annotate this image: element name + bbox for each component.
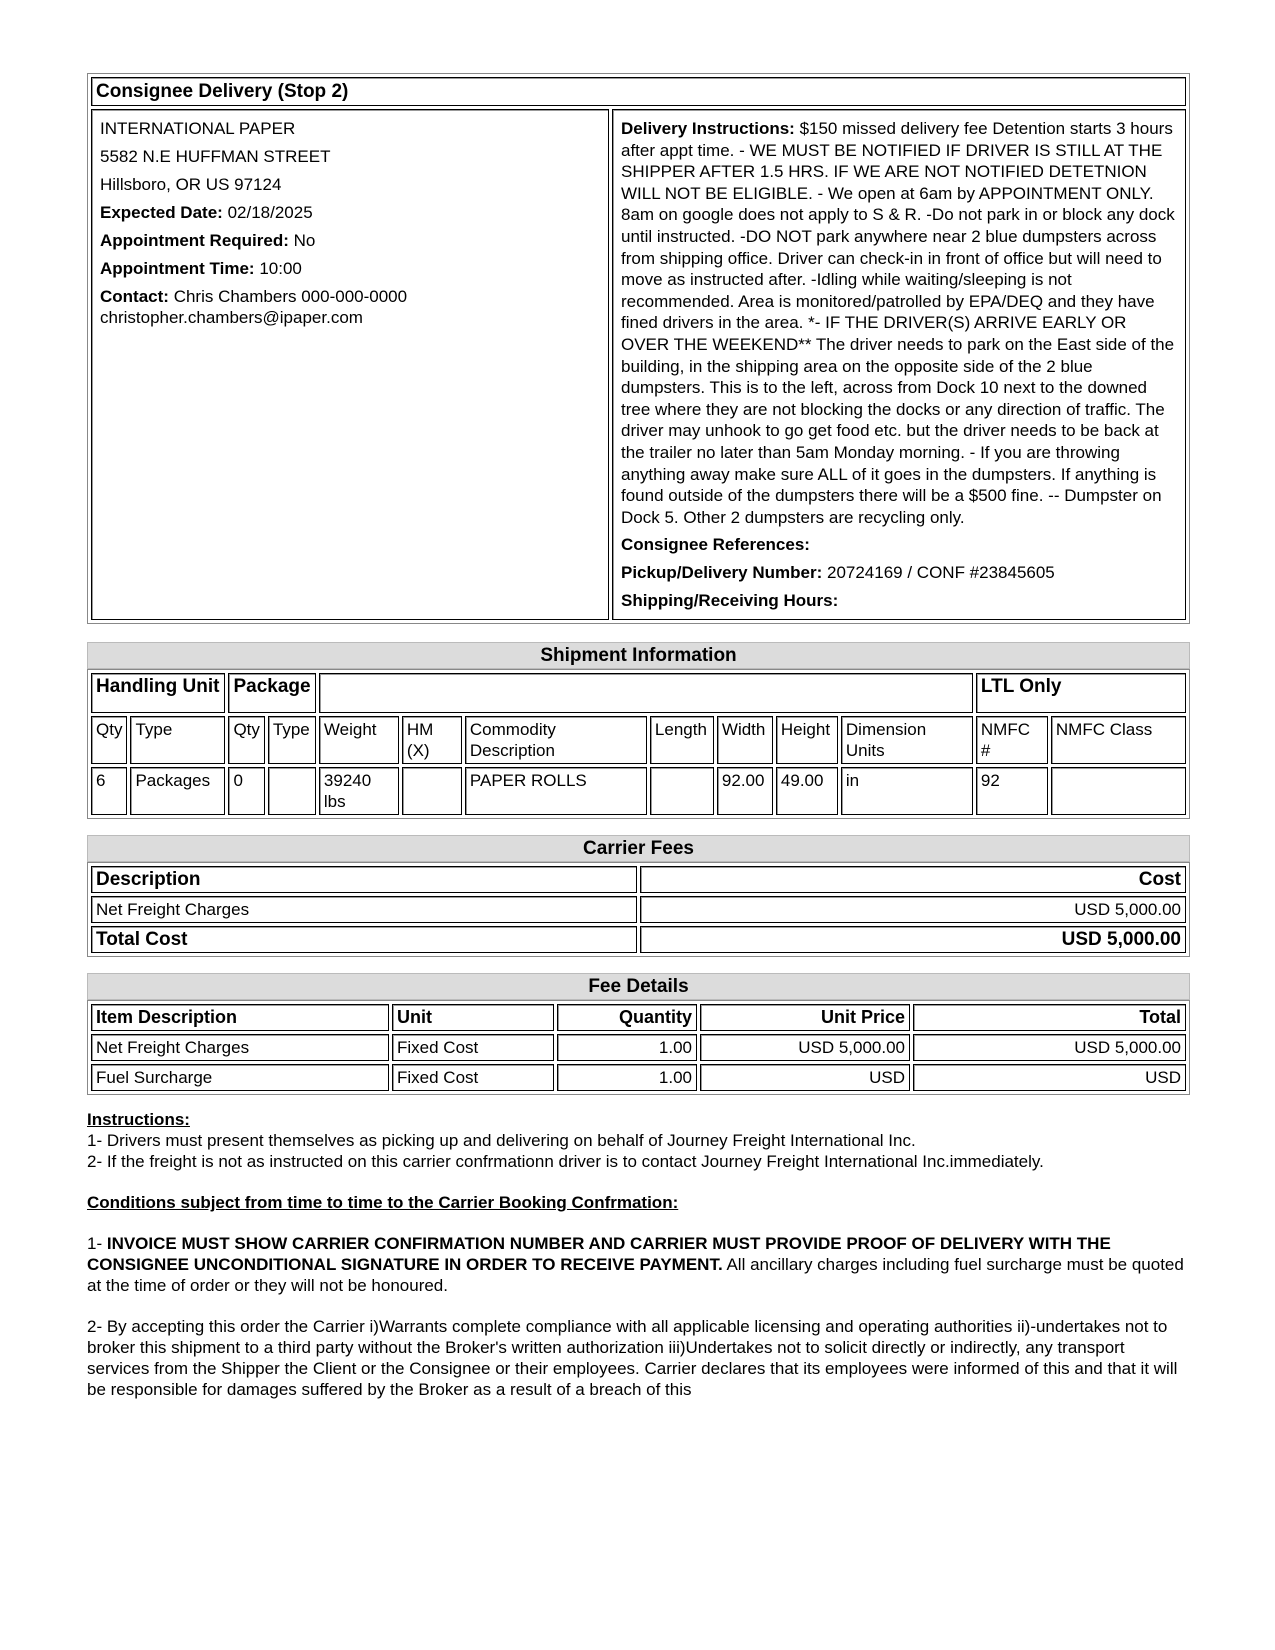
fee-details-table [87, 1000, 1190, 1095]
fee-details-header-row [91, 1004, 1186, 1031]
col-header: HM (X) [402, 716, 462, 764]
col-header: Type [130, 716, 225, 764]
col-header: Weight [319, 716, 399, 764]
condition-1-prefix: 1- [87, 1234, 107, 1254]
fd-total: USD [913, 1064, 1186, 1091]
ltl-only-header: LTL Only [976, 673, 1186, 713]
delivery-instructions [621, 118, 1177, 528]
fd-header-total: Total [913, 1004, 1186, 1031]
document [87, 73, 1190, 1400]
cell-weight: 39240 lbs [319, 767, 399, 815]
condition-2: 2- By accepting this order the Carrier i)Warrants complete compliance with all applicable licensing and operating authorities ii)-undertakes not to broker this shipment to a third party without the Broker's written authorization iii)Undertakes not to solicit directly or indirectly, any transport services from the Shipper the Client or the Consignee or their employees. Carrier declares that its employees were informed of this and that it will be responsible for damages suffered by the Broker as a result of a breach of this [87, 1317, 1178, 1400]
appt-time-line [100, 258, 600, 279]
shipment-table [87, 669, 1190, 819]
cell-hu-type: Packages [130, 767, 225, 815]
table-row [91, 1034, 1186, 1061]
consignee-references-label: Consignee References: [621, 535, 810, 555]
fd-unit: Fixed Cost [392, 1034, 554, 1061]
condition-1-rest: All ancillary charges including fuel surcharge must be quoted at the time of order or they will not be honoured. [87, 1255, 1184, 1296]
city-state-zip: Hillsboro, OR US 97124 [100, 175, 282, 194]
instruction-item: 1- Drivers must present themselves as picking up and delivering on behalf of Journey Freight International Inc. [87, 1131, 916, 1151]
col-header: NMFC # [976, 716, 1048, 764]
fee-line-label: Net Freight Charges [91, 896, 637, 923]
fd-item: Net Freight Charges [91, 1034, 389, 1061]
total-cost-value: USD 5,000.00 [640, 926, 1186, 953]
carrier-fees-title: Carrier Fees [87, 835, 1190, 862]
shipment-info-title: Shipment Information [87, 642, 1190, 669]
company-name: INTERNATIONAL PAPER [100, 119, 296, 138]
shipment-row [91, 767, 1186, 815]
blank-header [319, 673, 973, 713]
fee-line-row [91, 896, 1186, 923]
contact-name: Chris Chambers 000-000-0000 [173, 287, 408, 306]
fd-unit-price: USD [700, 1064, 910, 1091]
fee-details-title: Fee Details [87, 973, 1190, 1000]
fd-header-unit: Unit [392, 1004, 554, 1031]
cell-dim-units: in [841, 767, 973, 815]
pickup-number-value: 20724169 / CONF #23845605 [826, 563, 1055, 583]
cell-hm [402, 767, 462, 815]
notes-section [87, 1109, 1190, 1400]
shipment-column-headers [91, 716, 1186, 764]
total-cost-label: Total Cost [91, 926, 637, 953]
fd-item: Fuel Surcharge [91, 1064, 389, 1091]
appt-required-value: No [293, 231, 316, 250]
fee-line-cost: USD 5,000.00 [640, 896, 1186, 923]
pickup-number-line [621, 562, 1177, 583]
address-cell [91, 109, 609, 620]
col-header: Commodity Description [465, 716, 647, 764]
carrier-fees-table [87, 862, 1190, 957]
package-header: Package [228, 673, 315, 713]
cell-width: 92.00 [717, 767, 773, 815]
appt-time-value: 10:00 [259, 259, 302, 278]
cell-length [650, 767, 714, 815]
condition-1 [87, 1233, 1190, 1296]
street-address: 5582 N.E HUFFMAN STREET [100, 147, 331, 166]
col-header: Height [776, 716, 838, 764]
fd-quantity: 1.00 [557, 1034, 697, 1061]
col-header: Qty [228, 716, 264, 764]
shipping-hours-label: Shipping/Receiving Hours: [621, 591, 839, 611]
fd-header-item: Item Description [91, 1004, 389, 1031]
col-header: Length [650, 716, 714, 764]
fd-unit: Fixed Cost [392, 1064, 554, 1091]
appt-required-label: Appointment Required: [100, 231, 289, 250]
conditions-title: Conditions subject from time to time to the Carrier Booking Confrmation: [87, 1193, 679, 1213]
col-header: Width [717, 716, 773, 764]
instruction-item: 2- If the freight is not as instructed on this carrier confrmationn driver is to contact Journey Freight International Inc.immediately. [87, 1152, 1044, 1172]
fees-cost-header: Cost [640, 866, 1186, 893]
fd-quantity: 1.00 [557, 1064, 697, 1091]
appt-time-label: Appointment Time: [100, 259, 255, 278]
fd-unit-price: USD 5,000.00 [700, 1034, 910, 1061]
contact-line [100, 286, 600, 328]
cell-pkg-type [268, 767, 316, 815]
fd-header-quantity: Quantity [557, 1004, 697, 1031]
delivery-instructions-label: Delivery Instructions: [621, 119, 795, 138]
table-row [91, 1064, 1186, 1091]
fees-description-header: Description [91, 866, 637, 893]
expected-date-line [100, 202, 600, 223]
col-header: Dimension Units [841, 716, 973, 764]
instructions-cell [612, 109, 1186, 620]
expected-date-value: 02/18/2025 [227, 203, 313, 222]
fd-header-unit-price: Unit Price [700, 1004, 910, 1031]
cell-commodity: PAPER ROLLS [465, 767, 647, 815]
contact-email: christopher.chambers@ipaper.com [100, 308, 363, 327]
appt-required-line [100, 230, 600, 251]
stop-title: Consignee Delivery (Stop 2) [91, 77, 1186, 106]
cell-hu-qty: 6 [91, 767, 127, 815]
condition-1-bold: INVOICE MUST SHOW CARRIER CONFIRMATION NUMBER AND CARRIER MUST PROVIDE PROOF OF DELIVERY WITH THE CONSIGNEE UNCONDITIONAL SIGNATURE IN ORDER TO RECEIVE PAYMENT. [87, 1234, 1111, 1275]
instructions-title: Instructions: [87, 1110, 190, 1130]
cell-pkg-qty: 0 [228, 767, 264, 815]
expected-date-label: Expected Date: [100, 203, 223, 222]
cell-nmfc-class [1051, 767, 1186, 815]
cell-nmfc-number: 92 [976, 767, 1048, 815]
col-header: Type [268, 716, 316, 764]
fd-total: USD 5,000.00 [913, 1034, 1186, 1061]
contact-label: Contact: [100, 287, 169, 306]
handling-unit-header: Handling Unit [91, 673, 225, 713]
delivery-instructions-text: $150 missed delivery fee Detention starts 3 hours after appt time. - WE MUST BE NOTIFIED IF DRIVER IS STILL AT THE SHIPPER AFTER 1.5 HRS. IF WE ARE NOT NOTIFIED DETETNION WILL NOT BE ELIGIBLE. - We open at 6am by APPOINTMENT ONLY. 8am on google does not apply to S & R. -Do not park in or block any dock until instructed. -DO NOT park anywhere near 2 blue dumpsters across from shipping office. Driver can check-in in front of office but will need to move as instructed after. -Idling while waiting/sleeping is not recommended. Area is monitored/patrolled by EPA/DEQ and they have fined drivers in the area. *- IF THE DRIVER(S) ARRIVE EARLY OR OVER THE WEEKEND** The driver needs to park on the East side of the building, in the shipping area on the opposite side of the 2 blue dumpsters. This is to the left, across from Dock 10 next to the downed tree where they are not blocking the docks or any direction of traffic. The driver may unhook to go get food etc. but the driver needs to be back at the trailer no later than 5am Monday morning. - If you are throwing anything away make sure ALL of it goes in the dumpsters. If anything is found outside of the dumpsters there will be a $500 fine. -- Dumpster on Dock 5. Other 2 dumpsters are recycling only. [621, 119, 1175, 527]
col-header: Qty [91, 716, 127, 764]
total-cost-row [91, 926, 1186, 953]
col-header: NMFC Class [1051, 716, 1186, 764]
cell-height: 49.00 [776, 767, 838, 815]
pickup-number-label: Pickup/Delivery Number: [621, 563, 823, 583]
consignee-stop-table [87, 73, 1190, 624]
